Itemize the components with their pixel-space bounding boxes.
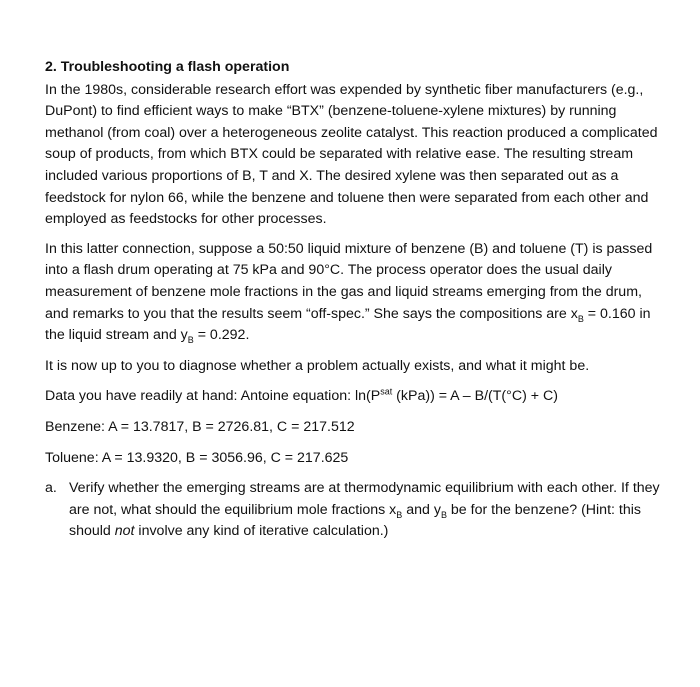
antoine-suffix: (kPa)) = A – B/(T(°C) + C) [392, 388, 558, 405]
question-a-text-4: involve any kind of iterative calculation.) [134, 523, 389, 540]
psat-superscript: sat [380, 386, 393, 397]
question-a-text-1: Verify whether the emerging streams are at thermodynamic equilibrium with each other. If they are not, what should the equilibrium mole fractions x [69, 480, 660, 518]
question-xb-subscript: B [396, 509, 403, 520]
yb-subscript: B [187, 334, 194, 345]
intro-paragraph: In the 1980s, considerable research effort was expended by synthetic fiber manufacturers (e.g., DuPont) to find efficient ways to make “BTX” (benzene-toluene-xylene mixtures) by running methanol (from coal) over a heterogeneous zeolite catalyst. This reaction produced a complicated soup of products, from which BTX could be separated with relative ease. The resulting stream included various proportions of B, T and X. The desired xylene was then separated out as a feedstock for nylon 66, while the benzene and toluene then were separated from each other and employed as feedstocks for other processes. [45, 81, 658, 228]
yb-value-text: = 0.292. [193, 327, 250, 344]
document-body [45, 57, 665, 543]
question-a-text-2: and y [402, 501, 441, 518]
toluene-constants-line: Toluene: A = 13.9320, B = 3056.96, C = 217.625 [45, 449, 349, 466]
question-yb-subscript: B [440, 509, 447, 520]
question-a-emphasis: not [114, 523, 135, 540]
flash-drum-paragraph [45, 239, 665, 347]
xb-value-text: = 0.160 in the liquid stream and y [45, 305, 651, 344]
xb-subscript: B [577, 313, 584, 324]
section-heading: 2. Troubleshooting a flash operation [45, 59, 290, 75]
question-a-marker: a. [45, 480, 57, 497]
question-a-text [69, 478, 665, 543]
antoine-prefix: Data you have readily at hand: Antoine equation: ln(P [45, 388, 381, 405]
flash-drum-text: In this latter connection, suppose a 50:50 liquid mixture of benzene (B) and toluene (T) is passed into a flash drum operating at 75 kPa and 90°C. The process operator does the usual daily measurement of benzene mole fractions in the gas and liquid streams emerging from the drum, and remarks to you that the results seem “off-spec.” She says the compositions are x [45, 240, 653, 322]
question-a-text-3: be for the benzene? (Hint: this should [69, 501, 641, 540]
question-a [45, 478, 665, 543]
benzene-constants-line: Benzene: A = 13.7817, B = 2726.81, C = 217.512 [45, 418, 355, 435]
antoine-equation-line [45, 386, 665, 408]
diagnose-paragraph: It is now up to you to diagnose whether a problem actually exists, and what it might be. [45, 357, 590, 374]
